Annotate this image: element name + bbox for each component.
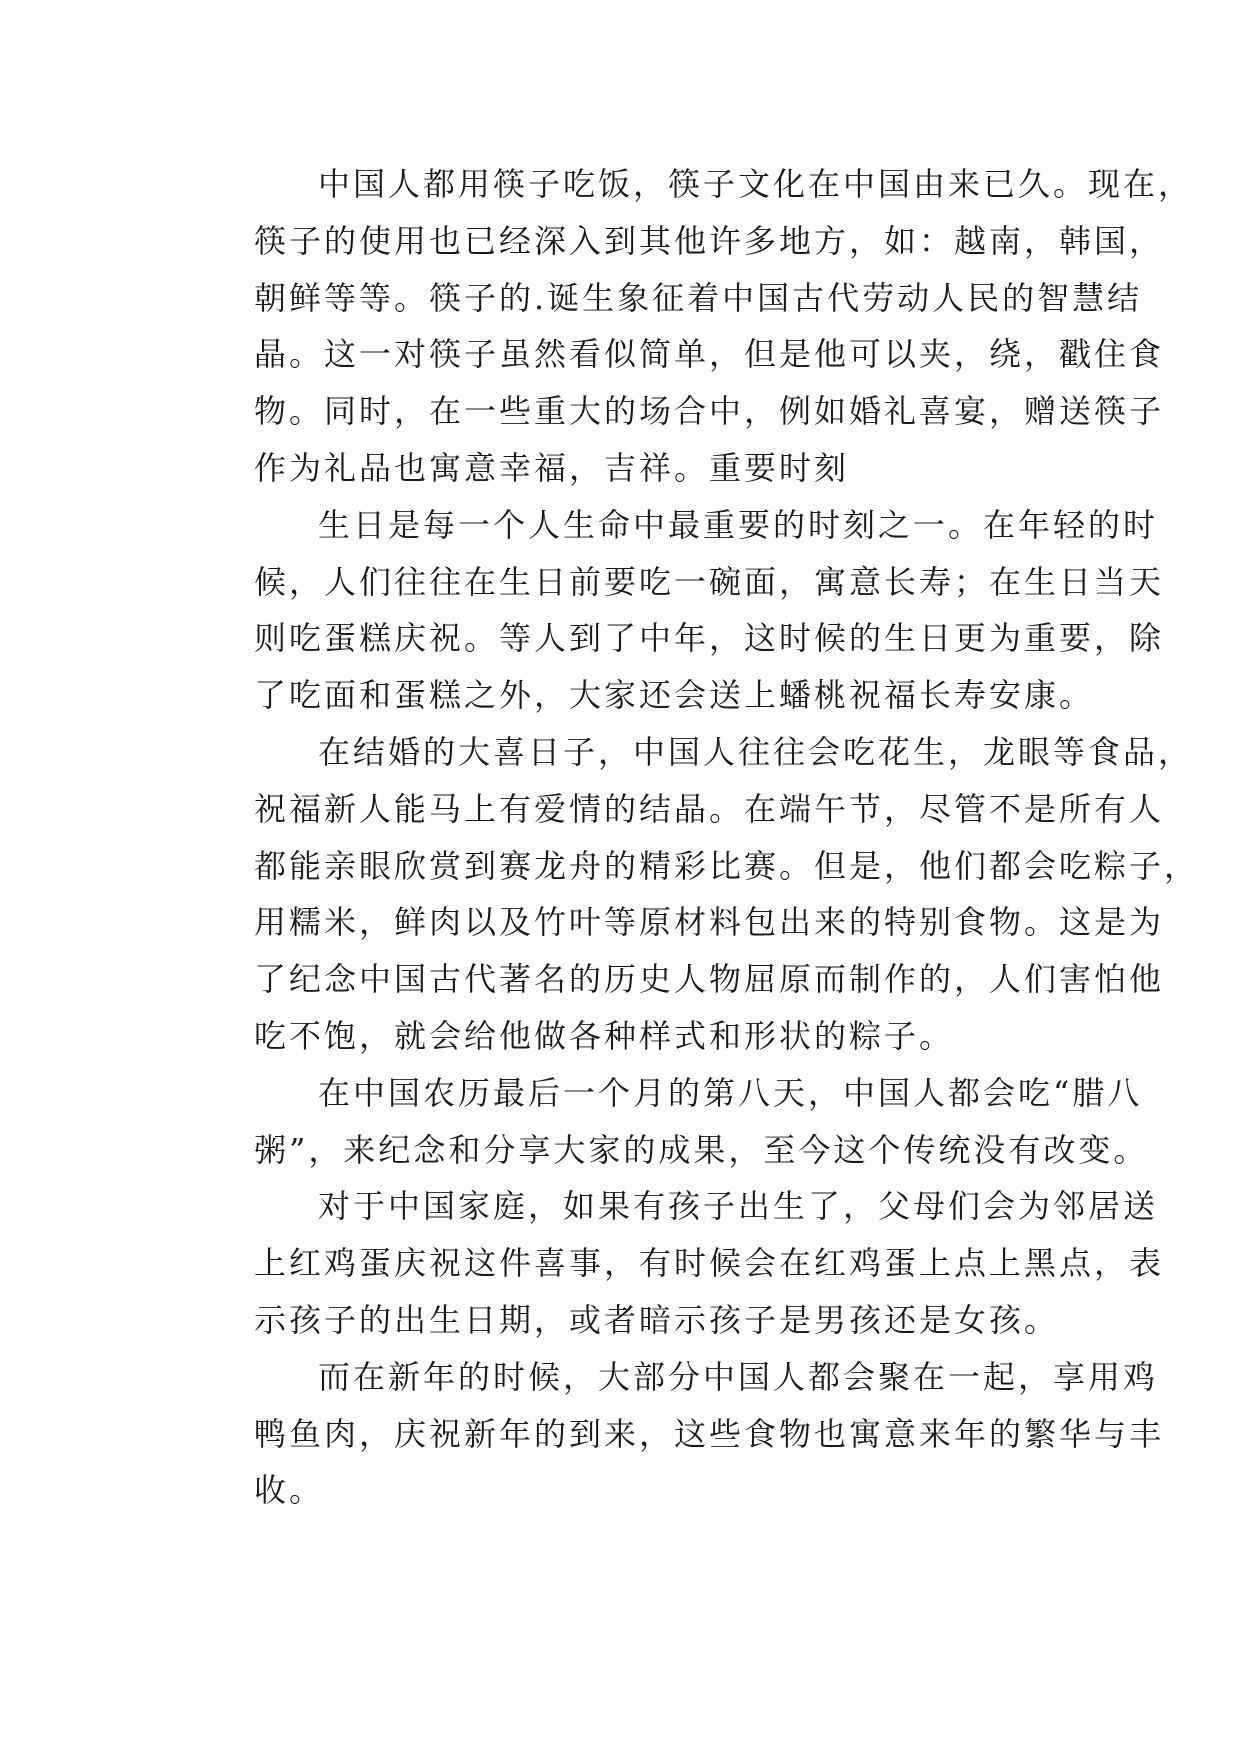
text-line: 上红鸡蛋庆祝这件喜事，有时候会在红鸡蛋上点上黑点，表 xyxy=(254,1244,1165,1283)
paragraph-newborn xyxy=(190,1178,1165,1348)
text-line: 在中国农历最后一个月的第八天，中国人都会吃“腊八 xyxy=(318,1073,1143,1112)
text-line: 生日是每一个人生命中最重要的时刻之一。在年轻的时 xyxy=(318,505,1159,544)
text-line: 而在新年的时候，大部分中国人都会聚在一起，享用鸡 xyxy=(318,1357,1159,1396)
text-line: 粥”，来纪念和分享大家的成果，至今这个传统没有改变。 xyxy=(254,1130,1149,1169)
text-line: 都能亲眼欣赏到赛龙舟的精彩比赛。但是，他们都会吃粽子， xyxy=(254,846,1200,885)
paragraph-wedding-dragon-boat xyxy=(190,724,1200,1065)
text-line: 晶。这一对筷子虽然看似简单，但是他可以夹，绕，戳住食 xyxy=(254,335,1165,374)
text-line: 朝鲜等等。筷子的.诞生象征着中国古代劳动人民的智慧结 xyxy=(254,278,1143,317)
text-line: 示孩子的出生日期，或者暗示孩子是男孩还是女孩。 xyxy=(254,1300,1060,1339)
text-line: 鸭鱼肉，庆祝新年的到来，这些食物也寓意来年的繁华与丰 xyxy=(254,1414,1165,1453)
paragraph-new-year xyxy=(190,1349,1165,1519)
paragraph-laba xyxy=(190,1065,1149,1179)
text-line: 作为礼品也寓意幸福，吉祥。重要时刻 xyxy=(254,448,850,487)
text-line: 用糯米，鲜肉以及竹叶等原材料包出来的特别食物。这是为 xyxy=(254,903,1165,942)
text-line: 祝福新人能马上有爱情的结晶。在端午节，尽管不是所有人 xyxy=(254,789,1165,828)
text-line: 中国人都用筷子吃饭，筷子文化在中国由来已久。现在， xyxy=(318,165,1194,203)
text-line: 物。同时，在一些重大的场合中，例如婚礼喜宴，赠送筷子 xyxy=(254,392,1165,431)
text-line: 了吃面和蛋糕之外，大家还会送上蟠桃祝福长寿安康。 xyxy=(254,676,1095,715)
text-line: 吃不饱，就会给他做各种样式和形状的粽子。 xyxy=(254,1016,955,1055)
text-line: 收。 xyxy=(254,1471,325,1510)
text-line: 在结婚的大喜日子，中国人往往会吃花生，龙眼等食品， xyxy=(318,732,1194,771)
text-line: 候，人们往往在生日前要吃一碗面，寓意长寿；在生日当天 xyxy=(254,562,1165,601)
text-line: 筷子的使用也已经深入到其他许多地方，如：越南，韩国， xyxy=(254,221,1165,260)
text-line: 则吃蛋糕庆祝。等人到了中年，这时候的生日更为重要，除 xyxy=(254,619,1165,658)
text-line: 对于中国家庭，如果有孩子出生了，父母们会为邻居送 xyxy=(318,1187,1159,1226)
document-body xyxy=(190,156,1200,1519)
paragraph-chopsticks xyxy=(190,156,1194,497)
paragraph-birthday xyxy=(190,497,1165,724)
text-line: 了纪念中国古代著名的历史人物屈原而制作的，人们害怕他 xyxy=(254,960,1165,999)
